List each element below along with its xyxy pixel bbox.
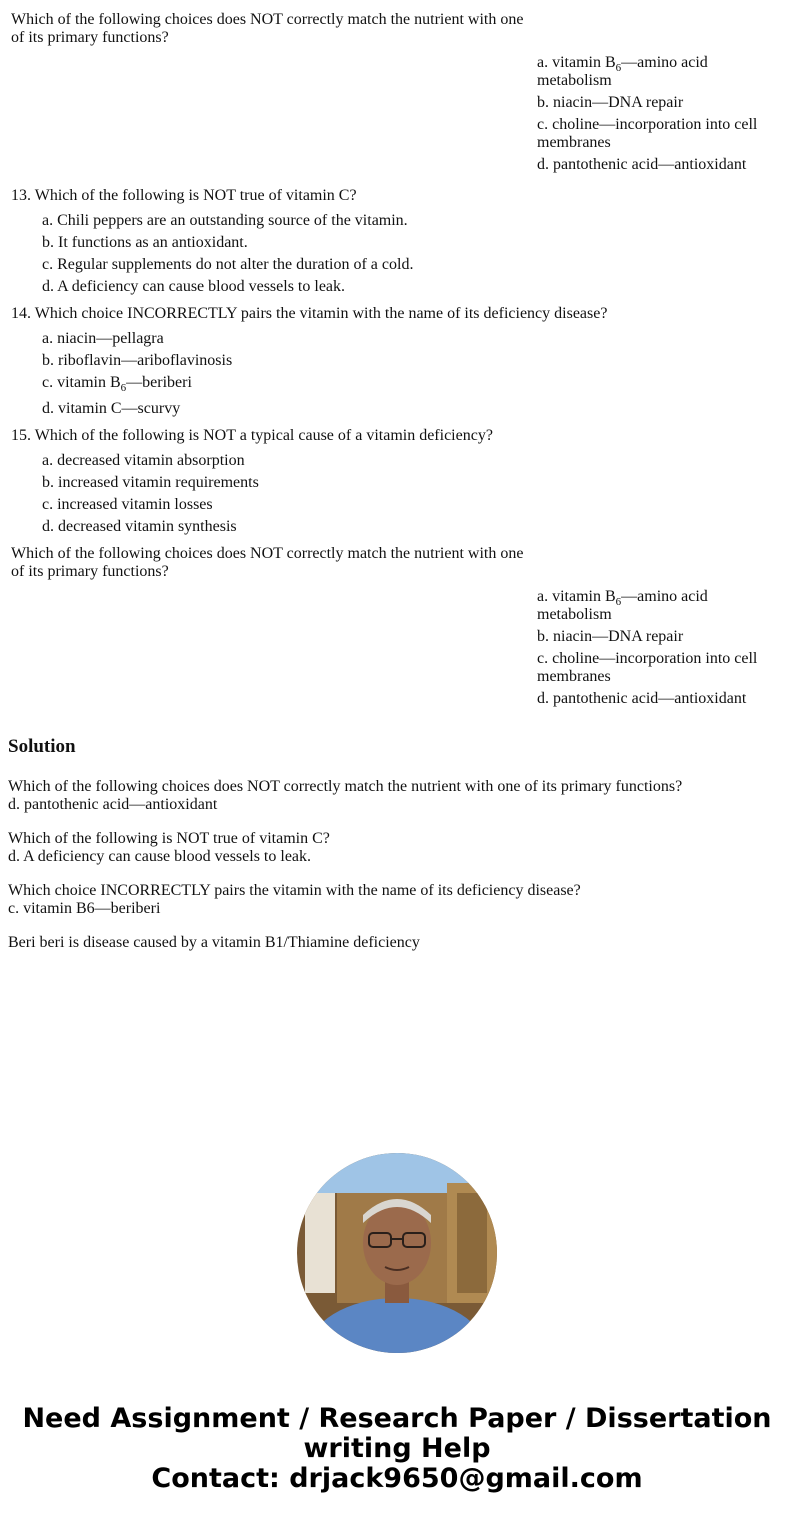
question-15-option-b: b. increased vitamin requirements (42, 474, 259, 491)
solution-choice-2: d. A deficiency can cause blood vessels to leak. (8, 848, 312, 865)
question-13-stem: 13. Which of the following is NOT true of vitamin C? (11, 187, 357, 204)
question-13-option-a: a. Chili peppers are an outstanding source of the vitamin. (42, 212, 408, 229)
option-b: b. niacin—DNA repair (537, 94, 684, 111)
option-d: d. pantothenic acid—antioxidant (537, 156, 747, 173)
option-d: d. pantothenic acid—antioxidant (537, 690, 747, 707)
question-15-option-a: a. decreased vitamin absorption (42, 452, 245, 469)
question-15-stem: 15. Which of the following is NOT a typical cause of a vitamin deficiency? (11, 427, 493, 444)
question-13-option-b: b. It functions as an antioxidant. (42, 234, 248, 251)
option-b: b. niacin—DNA repair (537, 628, 684, 645)
question-14-option-a: a. niacin—pellagra (42, 330, 164, 347)
solution-question-3: Which choice INCORRECTLY pairs the vitamin with the name of its deficiency disease? (8, 882, 581, 899)
option-c: c. choline—incorporation into cell membranes (537, 650, 758, 685)
question-stem-functions: Which of the following choices does NOT correctly match the nutrient with one of its primary functions? (11, 11, 524, 46)
solution-note: Beri beri is disease caused by a vitamin B1/Thiamine deficiency (8, 934, 420, 951)
option-c: c. choline—incorporation into cell membranes (537, 116, 758, 151)
tutor-photo (297, 1153, 497, 1353)
question-stem-functions-repeat: Which of the following choices does NOT correctly match the nutrient with one of its primary functions? (11, 545, 524, 580)
question-13-option-d: d. A deficiency can cause blood vessels to leak. (42, 278, 346, 295)
question-13 (11, 187, 413, 300)
options-functions (537, 54, 777, 178)
question-15-option-d: d. decreased vitamin synthesis (42, 518, 237, 535)
solution-answer-3 (8, 882, 768, 918)
solution-choice-1: d. pantothenic acid—antioxidant (8, 796, 218, 813)
question-14-option-b: b. riboflavin—ariboflavinosis (42, 352, 233, 369)
question-15-option-c: c. increased vitamin losses (42, 496, 213, 513)
question-13-option-c: c. Regular supplements do not alter the duration of a cold. (42, 256, 414, 273)
question-14-stem: 14. Which choice INCORRECTLY pairs the vitamin with the name of its deficiency disease? (11, 305, 608, 322)
option-a: a. vitamin $B_6—amino$ acid metabolism (537, 588, 708, 623)
solution-choice-3: c. vitamin B6—beriberi (8, 900, 161, 917)
question-14-option-d: d. vitamin C—scurvy (42, 400, 181, 417)
question-14-option-c: c. vitamin $B_6—beriberi$ (42, 374, 192, 394)
solution-answer-1 (8, 778, 768, 814)
promo-banner (0, 1404, 794, 1494)
avatar (297, 1153, 497, 1353)
question-15 (11, 427, 493, 540)
solution-heading: Solution (8, 736, 76, 757)
promo-line-1: Need Assignment / Research Paper / Dissertation (22, 1403, 772, 1434)
solution-answer-2 (8, 830, 768, 866)
promo-contact: Contact: drjack9650@gmail.com (151, 1463, 643, 1494)
question-14 (11, 305, 607, 422)
option-a: a. vitamin $B_6—amino$ acid metabolism (537, 54, 708, 89)
solution-question-2: Which of the following is NOT true of vitamin C? (8, 830, 330, 847)
promo-line-2: writing Help (303, 1433, 491, 1464)
solution-question-1: Which of the following choices does NOT correctly match the nutrient with one of its primary functions? (8, 778, 683, 795)
options-functions-repeat (537, 588, 777, 712)
